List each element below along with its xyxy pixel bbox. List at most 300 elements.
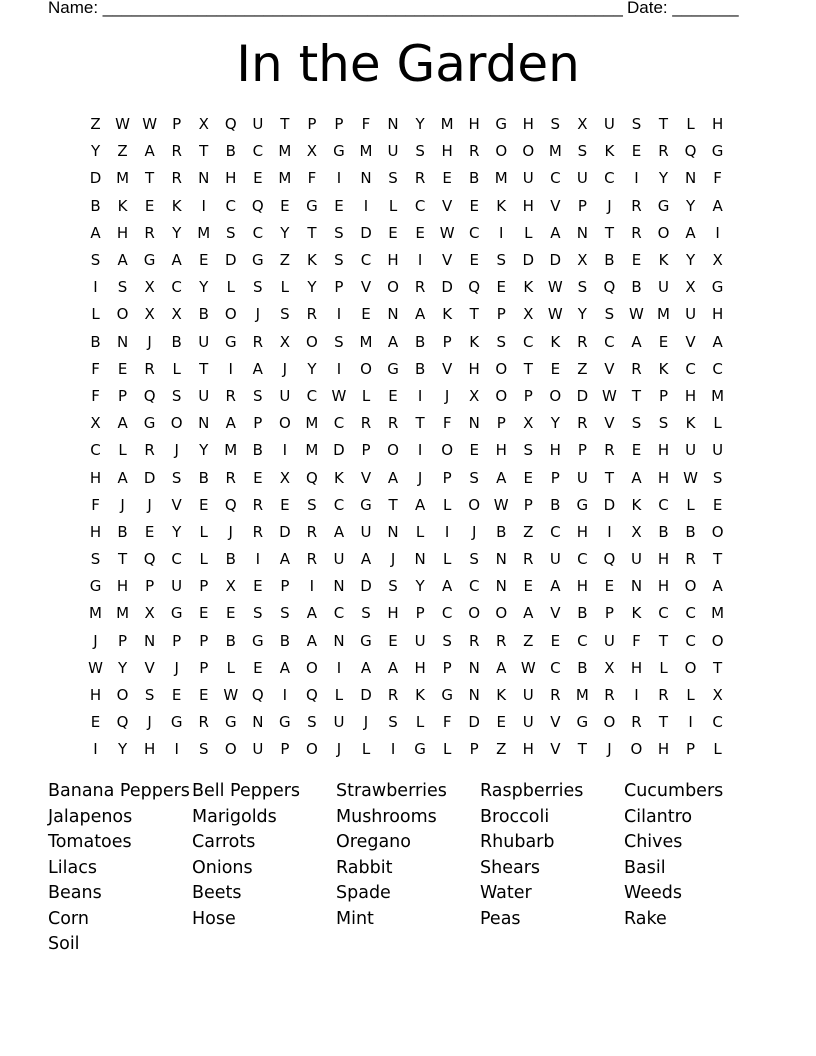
grid-letter: N — [198, 414, 210, 433]
grid-letter: I — [634, 686, 639, 705]
grid-letter: R — [171, 169, 182, 188]
grid-letter: K — [658, 359, 669, 378]
grid-letter: A — [387, 468, 399, 487]
grid-letter: C — [360, 251, 372, 270]
grid-letter: X — [685, 278, 696, 297]
grid-letter: I — [174, 740, 179, 759]
grid-letter: P — [469, 740, 479, 759]
grid-letter: S — [171, 386, 182, 405]
grid-letter: A — [117, 251, 128, 270]
grid-letter: K — [117, 196, 128, 215]
grid-letter: Z — [90, 115, 101, 134]
grid-letter: C — [468, 223, 480, 242]
grid-letter: S — [361, 604, 371, 623]
grid-letter: U — [171, 577, 183, 596]
grid-letter: P — [172, 631, 182, 650]
grid-letter: B — [198, 305, 209, 324]
grid-letter: G — [711, 278, 724, 297]
grid-letter: P — [442, 468, 452, 487]
grid-letter: P — [523, 495, 533, 514]
grid-letter: H — [116, 223, 129, 242]
grid-letter: P — [118, 386, 128, 405]
grid-letter: A — [550, 223, 561, 242]
grid-letter: Y — [199, 441, 209, 460]
grid-letter: C — [604, 169, 615, 188]
grid-letter: B — [225, 550, 236, 569]
grid-letter: Q — [305, 686, 318, 705]
grid-letter: U — [522, 686, 534, 705]
grid-letter: B — [225, 142, 236, 161]
grid-letter: P — [604, 604, 614, 623]
grid-letter: T — [145, 169, 155, 188]
grid-letter: H — [387, 604, 399, 623]
grid-letter: B — [90, 196, 101, 215]
grid-letter: P — [686, 740, 696, 759]
grid-letter: L — [172, 359, 181, 378]
grid-letter: G — [333, 142, 345, 161]
grid-letter: E — [631, 142, 642, 161]
grid-letter: T — [199, 142, 209, 161]
grid-letter: U — [198, 386, 210, 405]
grid-letter: T — [713, 658, 723, 677]
grid-letter: S — [334, 251, 344, 270]
grid-letter: W — [629, 305, 644, 324]
grid-letter: E — [469, 441, 479, 460]
grid-letter: I — [336, 305, 342, 324]
grid-letter: S — [334, 332, 344, 351]
grid-letter: R — [171, 142, 182, 161]
grid-letter: V — [604, 359, 615, 378]
grid-letter: R — [144, 223, 155, 242]
grid-letter: E — [388, 223, 398, 242]
grid-letter: U — [712, 441, 724, 460]
grid-letter: C — [604, 332, 615, 351]
grid-letter: A — [496, 658, 507, 677]
grid-letter: K — [469, 332, 480, 351]
grid-letter: X — [306, 142, 318, 161]
grid-letter: D — [468, 713, 480, 732]
grid-letter: Z — [117, 142, 128, 161]
grid-letter: N — [387, 522, 399, 541]
grid-letter: L — [226, 278, 235, 297]
grid-letter: P — [577, 441, 587, 460]
grid-letter: R — [414, 278, 426, 297]
grid-row — [82, 492, 731, 519]
grid-letter: S — [523, 441, 534, 460]
grid-letter: X — [144, 305, 155, 324]
grid-letter: A — [279, 550, 290, 569]
grid-letter: M — [711, 604, 725, 623]
grid-letter: R — [631, 359, 642, 378]
grid-letter: K — [658, 251, 669, 270]
grid-letter: P — [253, 414, 263, 433]
grid-letter: S — [496, 251, 506, 270]
grid-letter: X — [90, 414, 101, 433]
grid-letter: M — [116, 169, 130, 188]
grid-letter: H — [657, 468, 670, 487]
grid-row — [82, 274, 731, 301]
grid-letter: A — [631, 468, 642, 487]
grid-letter: S — [144, 686, 155, 705]
grid-row — [82, 437, 731, 464]
grid-letter: A — [90, 223, 101, 242]
grid-letter: B — [414, 332, 426, 351]
grid-letter: A — [550, 577, 561, 596]
grid-letter: G — [387, 359, 399, 378]
word-list-item: Water — [480, 883, 532, 903]
grid-letter: N — [495, 550, 507, 569]
word-list-item: Strawberries — [336, 781, 447, 801]
grid-letter: E — [496, 278, 506, 297]
grid-letter: T — [469, 305, 479, 324]
grid-letter: L — [686, 686, 695, 705]
grid-letter: O — [495, 142, 508, 161]
grid-letter: S — [658, 414, 669, 433]
grid-letter: D — [333, 441, 345, 460]
grid-letter: I — [417, 251, 423, 270]
grid-letter: V — [685, 332, 696, 351]
grid-letter: G — [251, 251, 264, 270]
grid-letter: M — [278, 142, 292, 161]
grid-letter: G — [143, 414, 156, 433]
grid-letter: X — [279, 468, 290, 487]
grid-row — [82, 736, 731, 763]
grid-letter: L — [659, 658, 668, 677]
grid-letter: U — [360, 522, 372, 541]
grid-letter: A — [171, 251, 182, 270]
grid-letter: O — [116, 686, 129, 705]
word-list-item: Rake — [624, 908, 667, 929]
grid-letter: P — [334, 278, 344, 297]
grid-letter: O — [711, 522, 724, 541]
grid-letter: Q — [251, 686, 264, 705]
grid-letter: E — [631, 441, 642, 460]
grid-letter: I — [417, 386, 423, 405]
grid-letter: B — [414, 359, 426, 378]
grid-letter: C — [306, 386, 318, 405]
grid-letter: T — [199, 359, 209, 378]
grid-letter: E — [523, 577, 534, 596]
grid-letter: H — [441, 142, 453, 161]
word-list-item: Shears — [480, 857, 541, 878]
grid-letter: Y — [658, 169, 669, 188]
grid-letter: J — [228, 522, 233, 541]
grid-letter: E — [171, 686, 182, 705]
grid-letter: E — [334, 196, 344, 215]
word-list-item: Bell Peppers — [192, 781, 301, 801]
grid-letter: E — [144, 196, 155, 215]
grid-letter: A — [225, 414, 236, 433]
grid-letter: S — [334, 223, 344, 242]
grid-letter: Y — [280, 223, 290, 242]
grid-letter: L — [415, 713, 425, 732]
grid-row — [82, 138, 731, 165]
grid-letter: C — [333, 604, 345, 623]
grid-letter: L — [334, 686, 344, 705]
grid-letter: H — [630, 658, 643, 677]
grid-letter: E — [226, 604, 236, 623]
grid-letter: J — [607, 740, 612, 759]
grid-letter: U — [414, 631, 426, 650]
grid-letter: N — [630, 577, 643, 596]
grid-row — [82, 682, 731, 709]
grid-letter: L — [415, 522, 425, 541]
grid-letter: P — [415, 604, 425, 623]
grid-letter: U — [603, 631, 615, 650]
grid-letter: S — [171, 468, 182, 487]
grid-letter: O — [305, 332, 318, 351]
grid-letter: K — [631, 495, 642, 514]
grid-letter: O — [387, 278, 399, 297]
grid-letter: Y — [90, 142, 101, 161]
word-list-item: Jalapenos — [48, 806, 133, 827]
grid-letter: M — [197, 223, 211, 242]
grid-letter: D — [549, 251, 562, 270]
grid-letter: G — [576, 495, 589, 514]
grid-letter: S — [577, 278, 588, 297]
grid-letter: O — [495, 359, 508, 378]
grid-letter: D — [360, 577, 372, 596]
grid-letter: R — [631, 713, 642, 732]
grid-letter: I — [715, 223, 720, 242]
grid-letter: U — [522, 169, 534, 188]
grid-letter: Y — [415, 577, 425, 596]
grid-letter: H — [89, 468, 102, 487]
grid-letter: F — [442, 713, 452, 732]
grid-letter: M — [359, 142, 373, 161]
grid-letter: O — [116, 305, 129, 324]
grid-letter: D — [441, 278, 453, 297]
grid-letter: G — [170, 713, 183, 732]
grid-letter: R — [468, 142, 480, 161]
grid-letter: A — [523, 604, 534, 623]
grid-letter: Y — [577, 305, 587, 324]
grid-letter: W — [88, 658, 103, 677]
grid-letter: O — [549, 386, 562, 405]
grid-letter: M — [575, 686, 589, 705]
grid-letter: M — [305, 414, 319, 433]
grid-row — [82, 111, 731, 138]
grid-letter: N — [684, 169, 697, 188]
name-field-label: Name: _______________________________________________________ — [48, 0, 623, 17]
grid-letter: H — [387, 251, 399, 270]
grid-letter: I — [336, 359, 342, 378]
grid-letter: G — [360, 631, 372, 650]
word-list-item: Cucumbers — [624, 781, 724, 801]
grid-letter: Q — [684, 142, 697, 161]
grid-letter: U — [603, 115, 615, 134]
grid-letter: R — [577, 414, 588, 433]
grid-letter: S — [388, 713, 398, 732]
grid-letter: G — [224, 713, 237, 732]
grid-letter: I — [336, 169, 342, 188]
grid-letter: O — [387, 441, 399, 460]
grid-letter: R — [360, 414, 372, 433]
grid-letter: A — [117, 468, 128, 487]
grid-letter: T — [523, 359, 533, 378]
grid-letter: A — [631, 332, 642, 351]
grid-letter: L — [442, 550, 452, 569]
grid-letter: J — [607, 196, 612, 215]
grid-letter: Z — [523, 631, 534, 650]
grid-letter: T — [415, 414, 425, 433]
grid-letter: A — [279, 658, 290, 677]
grid-letter: E — [415, 223, 425, 242]
grid-letter: A — [306, 604, 318, 623]
grid-letter: O — [630, 740, 643, 759]
grid-letter: H — [89, 522, 102, 541]
grid-letter: E — [198, 251, 209, 270]
grid-letter: B — [225, 631, 236, 650]
grid-letter: I — [201, 196, 206, 215]
grid-letter: S — [469, 550, 479, 569]
grid-letter: Q — [143, 550, 156, 569]
grid-letter: O — [711, 631, 724, 650]
grid-letter: R — [225, 386, 236, 405]
grid-letter: W — [520, 658, 536, 677]
grid-letter: N — [468, 686, 480, 705]
grid-letter: V — [550, 196, 561, 215]
grid-letter: T — [388, 495, 398, 514]
grid-letter: Q — [224, 495, 237, 514]
grid-letter: O — [495, 604, 508, 623]
grid-letter: M — [278, 169, 292, 188]
grid-letter: W — [439, 223, 455, 242]
grid-letter: J — [147, 495, 152, 514]
grid-letter: A — [144, 142, 155, 161]
grid-letter: O — [224, 740, 237, 759]
grid-letter: R — [225, 468, 236, 487]
grid-letter: P — [145, 577, 155, 596]
grid-letter: O — [170, 414, 183, 433]
grid-letter: U — [333, 713, 345, 732]
grid-letter: E — [496, 713, 506, 732]
grid-letter: J — [93, 631, 98, 650]
grid-letter: V — [442, 196, 453, 215]
grid-letter: C — [577, 631, 588, 650]
grid-letter: Y — [172, 223, 182, 242]
grid-letter: J — [390, 550, 396, 569]
grid-letter: A — [414, 305, 426, 324]
grid-letter: P — [280, 740, 290, 759]
grid-letter: O — [684, 577, 697, 596]
grid-letter: M — [359, 332, 373, 351]
grid-letter: F — [91, 386, 100, 405]
grid-letter: C — [685, 359, 696, 378]
grid-letter: I — [255, 550, 261, 569]
grid-letter: J — [174, 441, 179, 460]
grid-letter: P — [658, 386, 669, 405]
grid-letter: F — [307, 169, 317, 188]
grid-letter: F — [91, 359, 100, 378]
grid-letter: R — [252, 522, 264, 541]
word-list-item: Soil — [48, 934, 80, 954]
grid-letter: P — [496, 305, 506, 324]
word-list-item: Beans — [48, 883, 102, 903]
grid-letter: B — [577, 604, 588, 623]
grid-letter: N — [144, 631, 156, 650]
grid-letter: P — [307, 115, 317, 134]
grid-letter: A — [685, 223, 696, 242]
grid-letter: T — [631, 386, 642, 405]
grid-letter: B — [550, 495, 561, 514]
grid-letter: Q — [468, 278, 481, 297]
grid-letter: H — [522, 740, 534, 759]
grid-letter: U — [522, 713, 534, 732]
word-list-item: Spade — [336, 883, 391, 903]
grid-letter: C — [252, 142, 264, 161]
word-list-item: Banana Peppers — [48, 781, 190, 801]
grid-letter: C — [658, 495, 669, 514]
grid-letter: W — [683, 468, 698, 487]
grid-letter: P — [361, 441, 371, 460]
grid-letter: S — [253, 278, 263, 297]
word-list-item: Peas — [480, 908, 521, 929]
word-list-item: Oregano — [336, 832, 411, 852]
grid-letter: L — [280, 278, 290, 297]
grid-letter: V — [442, 251, 453, 270]
grid-letter: J — [147, 713, 152, 732]
grid-letter: A — [117, 414, 128, 433]
grid-letter: W — [115, 115, 130, 134]
grid-letter: S — [631, 414, 642, 433]
grid-letter: T — [604, 223, 614, 242]
word-list — [48, 779, 768, 958]
grid-letter: X — [523, 414, 534, 433]
grid-letter: U — [252, 115, 264, 134]
grid-letter: E — [117, 359, 128, 378]
grid-letter: C — [550, 169, 561, 188]
grid-letter: I — [688, 713, 693, 732]
grid-letter: R — [144, 441, 155, 460]
word-list-item: Carrots — [192, 832, 256, 852]
grid-letter: B — [90, 332, 101, 351]
grid-letter: P — [199, 631, 209, 650]
grid-letter: R — [387, 686, 399, 705]
grid-letter: J — [147, 332, 152, 351]
grid-letter: W — [601, 386, 617, 405]
grid-letter: B — [171, 332, 182, 351]
grid-letter: I — [444, 522, 450, 541]
grid-letter: P — [118, 631, 128, 650]
word-list-item: Rabbit — [336, 857, 393, 878]
grid-letter: C — [577, 550, 588, 569]
grid-letter: A — [360, 550, 372, 569]
grid-letter: C — [171, 278, 182, 297]
grid-letter: N — [414, 550, 426, 569]
grid-letter: R — [144, 359, 155, 378]
word-list-item: Rhubarb — [480, 832, 555, 852]
grid-letter: C — [90, 441, 101, 460]
word-list-item: Weeds — [624, 883, 683, 903]
grid-letter: R — [496, 631, 507, 650]
grid-letter: S — [280, 305, 290, 324]
grid-row — [82, 600, 731, 627]
grid-letter: M — [89, 604, 102, 623]
grid-letter: I — [336, 658, 342, 677]
word-list-item: Raspberries — [480, 781, 584, 801]
grid-letter: R — [306, 305, 318, 324]
grid-letter: D — [224, 251, 237, 270]
page-title: In the Garden — [236, 35, 580, 93]
grid-letter: H — [414, 658, 426, 677]
grid-letter: H — [549, 441, 561, 460]
grid-letter: G — [279, 713, 291, 732]
grid-letter: J — [363, 713, 369, 732]
grid-letter: H — [657, 550, 670, 569]
grid-letter: A — [387, 332, 399, 351]
grid-letter: L — [226, 658, 235, 677]
